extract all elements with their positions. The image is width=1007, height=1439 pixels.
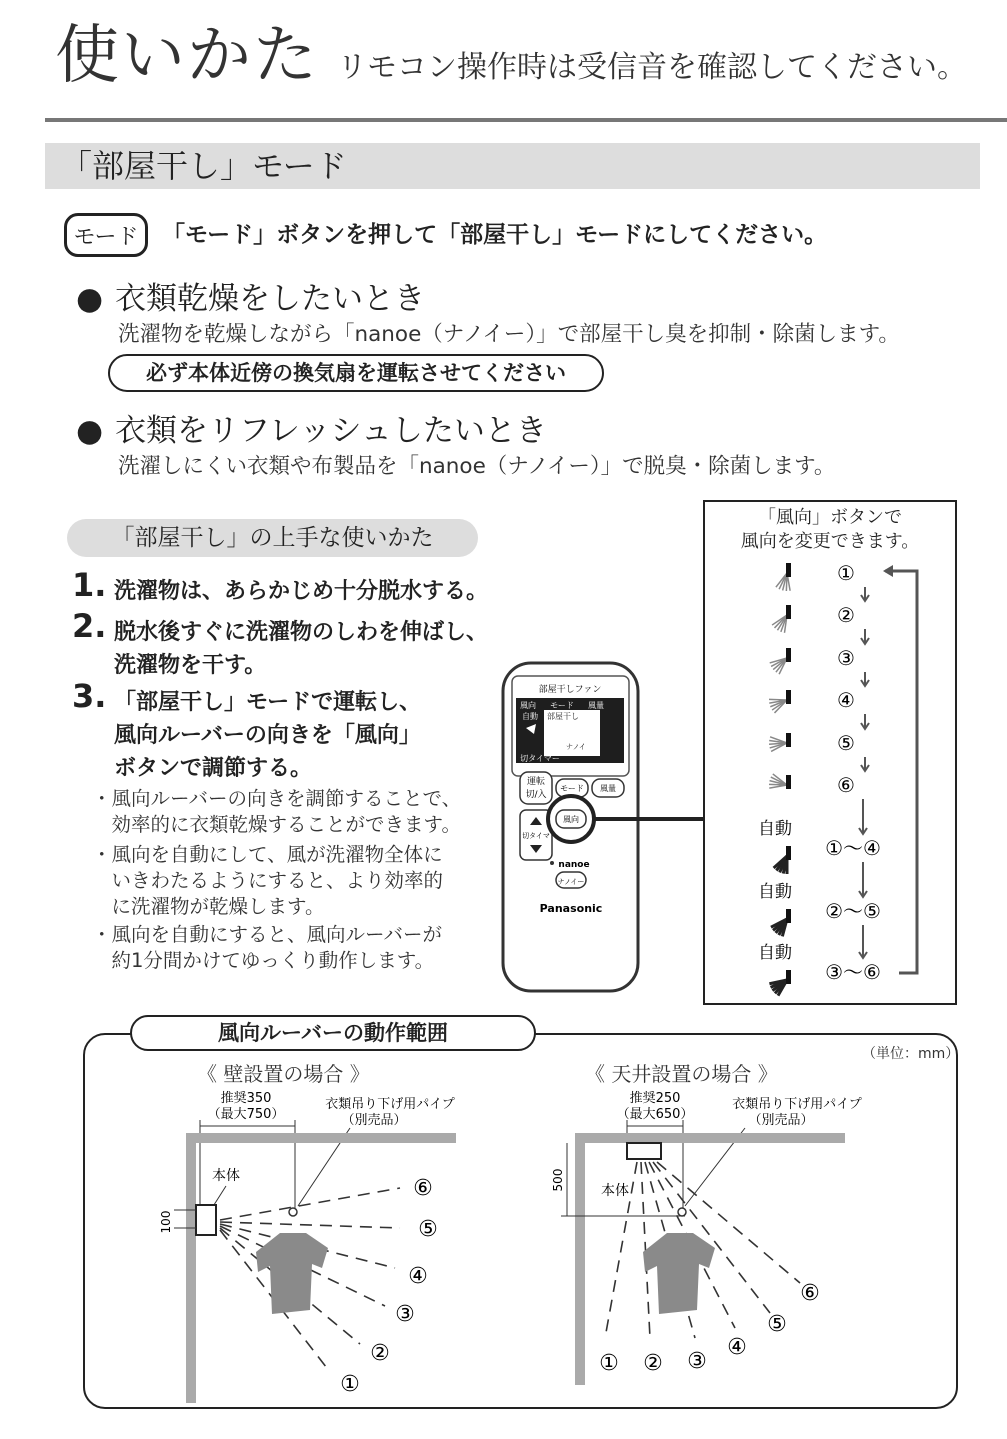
note-line: ・風向を自動にして、風が洗濯物全体に [92, 843, 443, 866]
note-line: に洗濯物が乾燥します。 [92, 895, 325, 918]
wall-dim-label: 推奨350 [220, 1091, 272, 1106]
lcd-label: 自動 [522, 712, 538, 721]
brand-logo: Panasonic [539, 902, 603, 915]
ceiling-diagram [545, 1088, 865, 1388]
timer-label: 切タイマ [522, 832, 550, 840]
title-line: 風向を変更できます。 [740, 531, 920, 552]
louver-direction-icon [769, 733, 791, 751]
louver-direction-icon [774, 846, 791, 874]
title-line: 「風向」ボタンで [758, 507, 902, 528]
direction-box-title [703, 506, 957, 554]
direction-item [776, 561, 869, 601]
direction-label-3: ③ [687, 1349, 707, 1374]
body-label: 本体 [601, 1183, 629, 1199]
direction-label-2: ② [643, 1351, 663, 1376]
title-divider [45, 118, 1007, 122]
louver-direction-icon [771, 909, 791, 936]
nanoe-logo: nanoe [558, 860, 590, 870]
wall-surface [575, 1133, 585, 1385]
direction-item [772, 603, 869, 644]
lcd-label: 風向 [520, 701, 536, 710]
unit-ceiling-icon [627, 1143, 661, 1159]
direction-label: ③〜⑥ [825, 960, 881, 984]
note-line: いきわたるようにすると、より効率的 [92, 869, 444, 892]
step-line: ボタンで調節する。 [114, 756, 313, 781]
loop-arrow [885, 571, 917, 973]
direction-label-5: ⑤ [767, 1312, 787, 1337]
step-number: 3. [72, 677, 107, 715]
auto-label: 自動 [758, 819, 792, 839]
height-label: 500 [551, 1168, 565, 1192]
down-arrow-icon [861, 714, 869, 729]
direction-item [769, 731, 869, 771]
step-line: 脱水後すぐに洗濯物のしわを伸ばし、 [114, 620, 489, 645]
down-arrow-icon [859, 925, 867, 958]
direction-item [770, 646, 869, 686]
step-number: 2. [72, 607, 107, 645]
direction-label: ④ [837, 688, 855, 712]
louver-direction-icon [769, 690, 791, 713]
ceiling-surface [186, 1133, 456, 1143]
unit-wall-icon [196, 1205, 216, 1235]
tip-note-3 [92, 922, 442, 974]
unit-label: （単位：mm） [862, 1046, 960, 1062]
direction-label-4: ④ [727, 1335, 747, 1360]
remote-top-label: 部屋干しファン [538, 685, 602, 695]
lcd-label: 強 [592, 712, 600, 721]
bullet-title-refresh: ● 衣類をリフレッシュしたいとき [76, 410, 547, 452]
wall-labels [340, 1176, 438, 1397]
direction-label: ③ [837, 646, 855, 670]
louver-direction-icon [770, 648, 791, 674]
louver-direction-icon [769, 774, 791, 789]
down-arrow-icon [861, 672, 869, 686]
down-arrow-icon [859, 862, 867, 897]
step-line: 洗濯物を干す。 [114, 653, 267, 678]
direction-label: ⑥ [837, 773, 855, 797]
step-line: 「部屋干し」モードで運転し、 [114, 690, 422, 715]
direction-item [769, 688, 869, 729]
tips-title: 「部屋干し」の上手な使いかた [67, 519, 478, 557]
nanoe-dot-icon [550, 861, 554, 865]
step-line: 洗濯物は、あらかじめ十分脱水する。 [114, 579, 489, 604]
direction-label: ②〜⑤ [825, 899, 881, 923]
louver-direction-icon [772, 605, 791, 633]
down-arrow-icon [859, 799, 867, 834]
page-title: 使いかた [55, 19, 319, 93]
direction-label: ⑤ [837, 731, 855, 755]
loop-arrowhead-icon [883, 565, 893, 577]
step-line: 風向ルーバーの向きを「風向」 [114, 723, 421, 748]
ceiling-surface [575, 1133, 845, 1143]
mode-label: モード [560, 784, 584, 793]
direction-label: ② [837, 603, 855, 627]
shirt-icon [643, 1233, 715, 1314]
direction-label-1: ① [599, 1351, 619, 1376]
step-2 [72, 607, 489, 682]
note-line: 効率的に衣類乾燥することができます。 [92, 813, 461, 836]
down-arrow-icon [861, 629, 869, 644]
note-line: ・風向を自動にすると、風向ルーバーが [92, 923, 443, 946]
tip-note-1 [92, 786, 461, 838]
page-subtitle: リモコン操作時は受信音を確認してください。 [337, 50, 967, 85]
lcd-label: モード [550, 701, 574, 710]
section-title: 「部屋干し」モード [60, 147, 347, 185]
power-label: 切/入 [525, 790, 547, 800]
bullet-title-drying: ● 衣類乾燥をしたいとき [76, 278, 425, 320]
direction-diagram [703, 555, 957, 1005]
pipe-label: （別売品） [748, 1113, 814, 1128]
down-arrow-icon [861, 757, 869, 771]
ceiling-case-title: 《 天井設置の場合 》 [585, 1062, 778, 1086]
pipe-label: 衣類吊り下げ用パイプ [732, 1097, 862, 1112]
ceiling-dim-label: 推奨250 [629, 1091, 681, 1106]
direction-label-4: ④ [408, 1264, 428, 1289]
pipe-label: （別売品） [341, 1113, 407, 1128]
height-label: 100 [159, 1210, 173, 1234]
direction-label: ①〜④ [825, 836, 881, 860]
ceiling-labels [599, 1281, 820, 1376]
direction-label-5: ⑤ [418, 1217, 438, 1242]
remote-control-illustration [500, 660, 710, 995]
direction-label-2: ② [370, 1341, 390, 1366]
louver-direction-icon [776, 563, 791, 591]
step-number: 1. [72, 566, 107, 604]
hanger-icon [289, 1208, 297, 1216]
louver-direction-icon [769, 970, 791, 996]
direction-label: ① [837, 561, 855, 585]
mode-button-icon: モード [64, 213, 148, 257]
pipe-label: 衣類吊り下げ用パイプ [325, 1097, 455, 1112]
note-line: 約1分間かけてゆっくり動作します。 [92, 949, 435, 972]
direction-label-6: ⑥ [800, 1281, 820, 1306]
body-label: 本体 [212, 1168, 240, 1184]
auto-label: 自動 [758, 882, 792, 902]
direction-label-6: ⑥ [413, 1176, 433, 1201]
wall-dim-label: （最大750） [207, 1107, 285, 1122]
lcd-label: ナノイ [566, 743, 586, 751]
step-3 [72, 677, 422, 785]
auto-label: 自動 [758, 943, 792, 963]
lcd-label: 風量 [588, 701, 604, 710]
direction-label: 風向 [563, 815, 579, 824]
wall-surface [186, 1133, 196, 1403]
direction-label-3: ③ [395, 1302, 415, 1327]
volume-label: 風量 [600, 784, 616, 793]
bullet-desc-drying: 洗濯物を乾燥しながら「nanoe（ナノイー）」で部屋干し臭を抑制・除菌します。 [118, 322, 900, 347]
ceiling-dim-label: （最大650） [616, 1107, 694, 1122]
bullet-desc-refresh: 洗濯しにくい衣類や布製品を「nanoe（ナノイー）」で脱臭・除菌します。 [118, 454, 836, 479]
lcd-label: 切タイマー [520, 754, 560, 763]
lcd-label: 部屋干し [547, 712, 579, 721]
range-title: 風向ルーバーの動作範囲 [130, 1015, 536, 1051]
wall-diagram [150, 1088, 470, 1406]
power-label: 運転 [526, 777, 546, 787]
tip-note-2 [92, 842, 443, 920]
nanoe-label: ナノイー [557, 878, 585, 886]
direction-label-1: ① [340, 1372, 360, 1397]
note-line: ・風向ルーバーの向きを調節することで、 [92, 787, 462, 810]
mode-instruction: 「モード」ボタンを押して「部屋干し」モードにしてください。 [162, 222, 828, 248]
step-1 [72, 566, 489, 608]
down-arrow-icon [861, 587, 869, 601]
wall-case-title: 《 壁設置の場合 》 [197, 1062, 370, 1086]
ventilation-note: 必ず本体近傍の換気扇を運転させてください [108, 354, 604, 392]
hanger-icon [678, 1208, 686, 1216]
